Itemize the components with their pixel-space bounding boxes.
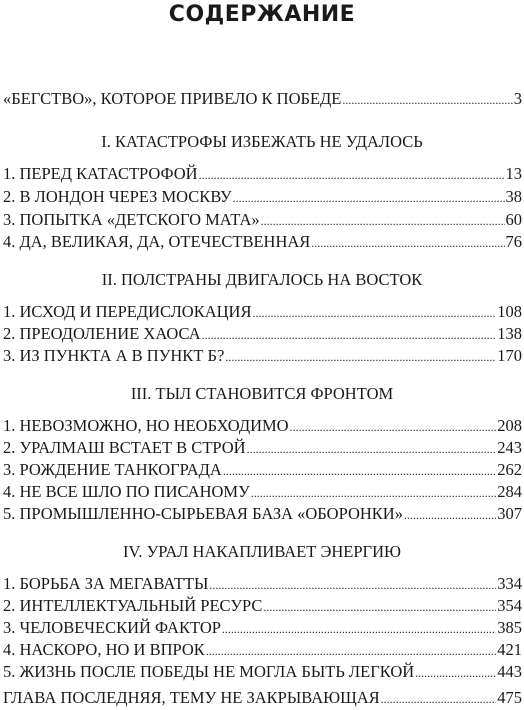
entry-title: 3. ИЗ ПУНКТА А В ПУНКТ Б?	[3, 346, 225, 365]
toc-entry[interactable]	[3, 209, 522, 231]
dot-leader	[209, 574, 496, 596]
toc-entry[interactable]	[3, 345, 522, 367]
entry-page: 307	[497, 504, 522, 523]
part-heading-4: IV. УРАЛ НАКАПЛИВАЕТ ЭНЕРГИЮ	[123, 542, 401, 561]
entry-title: 3. ПОПЫТКА «ДЕТСКОГО МАТА»	[3, 210, 260, 229]
dot-leader	[311, 232, 504, 254]
page-title: СОДЕРЖАНИЕ	[168, 2, 356, 27]
entry-title: 4. ДА, ВЕЛИКАЯ, ДА, ОТЕЧЕСТВЕННАЯ	[3, 232, 311, 251]
entry-page: 60	[505, 210, 522, 229]
entry-page: 421	[497, 640, 522, 659]
part-heading-3: III. ТЫЛ СТАНОВИТСЯ ФРОНТОМ	[130, 384, 394, 403]
entry-title: ГЛАВА ПОСЛЕДНЯЯ, ТЕМУ НЕ ЗАКРЫВАЮЩАЯ	[3, 688, 380, 707]
dot-leader	[290, 416, 497, 438]
entry-page: 262	[497, 460, 522, 479]
toc-entry[interactable]	[3, 415, 522, 437]
entry-title: 3. РОЖДЕНИЕ ТАНКОГРАДА	[3, 460, 222, 479]
entry-title: 4. НАСКОРО, НО И ВПРОК	[3, 640, 205, 659]
entry-title: «БЕГСТВО», КОТОРОЕ ПРИВЕЛО К ПОБЕДЕ	[3, 89, 342, 108]
dot-leader	[202, 324, 497, 346]
entry-page: 334	[497, 574, 522, 593]
entry-page: 38	[505, 187, 522, 206]
entry-title: 1. ИСХОД И ПЕРЕДИСЛОКАЦИЯ	[3, 302, 252, 321]
dot-leader	[199, 164, 505, 186]
toc-entry[interactable]	[3, 459, 522, 481]
entry-page: 443	[497, 662, 522, 681]
part-heading-1: I. КАТАСТРОФЫ ИЗБЕЖАТЬ НЕ УДАЛОСЬ	[101, 132, 423, 151]
dot-leader	[261, 210, 505, 232]
toc-entry[interactable]	[3, 437, 522, 459]
toc-entry[interactable]	[3, 481, 522, 503]
entry-page: 170	[497, 346, 522, 365]
toc-entry-intro[interactable]	[3, 88, 522, 110]
toc-entry[interactable]	[3, 503, 522, 525]
dot-leader	[206, 640, 496, 662]
dot-leader	[223, 460, 496, 482]
entry-page: 108	[497, 302, 522, 321]
dot-leader	[222, 618, 496, 640]
entry-page: 13	[505, 164, 522, 183]
toc-entry-final[interactable]	[3, 687, 522, 709]
entry-page: 354	[497, 596, 522, 615]
toc-entry[interactable]	[3, 595, 522, 617]
dot-leader	[342, 89, 512, 111]
entry-title: 1. НЕВОЗМОЖНО, НО НЕОБХОДИМО	[3, 416, 289, 435]
dot-leader	[415, 662, 496, 684]
entry-page: 475	[497, 688, 522, 707]
toc-entry[interactable]	[3, 639, 522, 661]
dot-leader	[381, 688, 497, 710]
entry-title: 4. НЕ ВСЕ ШЛО ПО ПИСАНОМУ	[3, 482, 250, 501]
toc-entry[interactable]	[3, 573, 522, 595]
toc-entry[interactable]	[3, 323, 522, 345]
entry-page: 385	[497, 618, 522, 637]
dot-leader	[404, 504, 496, 526]
entry-title: 2. УРАЛМАШ ВСТАЕТ В СТРОЙ	[3, 438, 246, 457]
dot-leader	[263, 596, 496, 618]
dot-leader	[233, 187, 505, 209]
entry-page: 76	[505, 232, 522, 251]
entry-page: 138	[497, 324, 522, 343]
dot-leader	[225, 346, 496, 368]
toc-entry[interactable]	[3, 617, 522, 639]
entry-title: 5. ПРОМЫШЛЕННО-СЫРЬЕВАЯ БАЗА «ОБОРОНКИ»	[3, 504, 403, 523]
toc-entry[interactable]	[3, 186, 522, 208]
entry-title: 5. ЖИЗНЬ ПОСЛЕ ПОБЕДЫ НЕ МОГЛА БЫТЬ ЛЕГКОЙ	[3, 662, 415, 681]
entry-page: 284	[497, 482, 522, 501]
toc-entry[interactable]	[3, 163, 522, 185]
entry-title: 1. ПЕРЕД КАТАСТРОФОЙ	[3, 164, 198, 183]
dot-leader	[252, 302, 496, 324]
toc-entry[interactable]	[3, 661, 522, 683]
toc-entry[interactable]	[3, 301, 522, 323]
entry-page: 243	[497, 438, 522, 457]
toc-entry[interactable]	[3, 231, 522, 253]
entry-title: 3. ЧЕЛОВЕЧЕСКИЙ ФАКТОР	[3, 618, 221, 637]
part-heading-2: II. ПОЛСТРАНЫ ДВИГАЛОСЬ НА ВОСТОК	[101, 270, 423, 289]
entry-title: 1. БОРЬБА ЗА МЕГАВАТТЫ	[3, 574, 209, 593]
entry-page: 3	[513, 89, 522, 108]
dot-leader	[251, 482, 496, 504]
entry-title: 2. В ЛОНДОН ЧЕРЕЗ МОСКВУ	[3, 187, 232, 206]
entry-title: 2. ПРЕОДОЛЕНИЕ ХАОСА	[3, 324, 201, 343]
entry-title: 2. ИНТЕЛЛЕКТУАЛЬНЫЙ РЕСУРС	[3, 596, 263, 615]
entry-page: 208	[497, 416, 522, 435]
dot-leader	[247, 438, 497, 460]
